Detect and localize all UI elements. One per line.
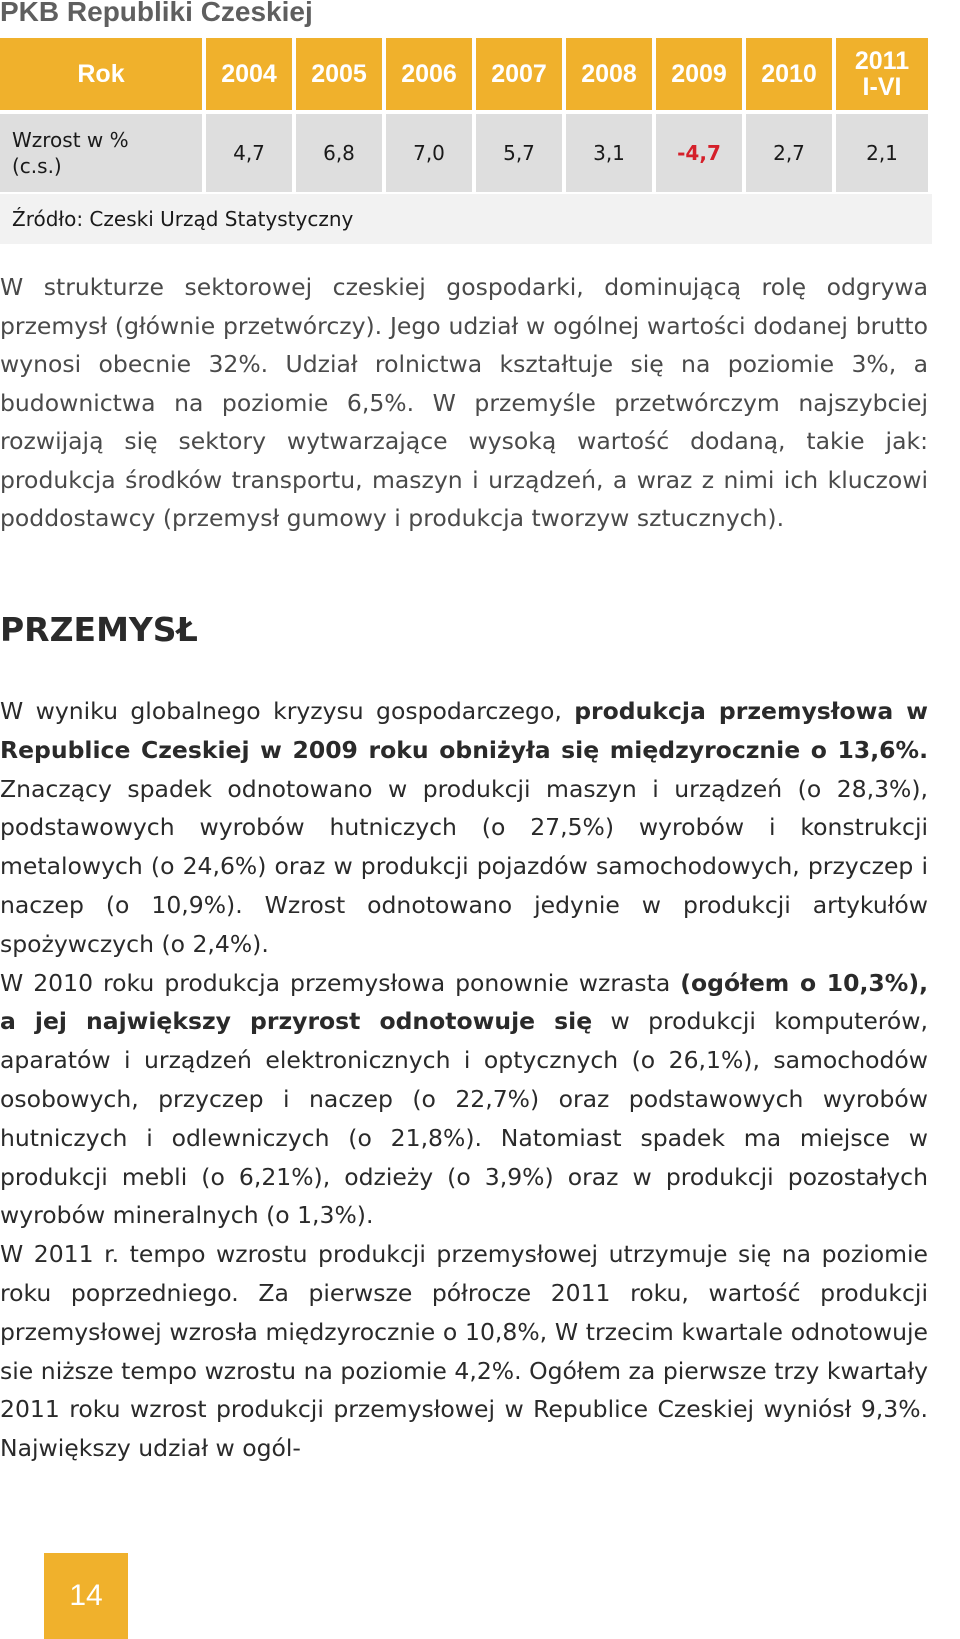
- header-year: 2009: [656, 38, 742, 114]
- header-year-2011-line1: 2011: [854, 46, 910, 75]
- header-year: 2007: [476, 38, 562, 114]
- row-label-line2: (c.s.): [12, 154, 62, 178]
- row-label-line1: Wzrost w %: [12, 128, 129, 152]
- header-year: 2005: [296, 38, 382, 114]
- text-run: W 2010 roku produkcja przemysłowa ponownie wzrasta: [0, 968, 681, 997]
- header-year: 2004: [206, 38, 292, 114]
- text-run: W 2011 r. tempo wzrostu produkcji przemysłowej utrzymuje się na poziomie roku poprzedniego. Za pierwsze półrocze 2011 roku, wartość produkcji przemysłowej wzrosła międzyrocznie o 10,8%, W trzecim kwartale odnotowuje sie niższe tempo wzrostu na poziomie 4,2%. Ogółem za pierwsze trzy kwartały 2011 roku wzrost produkcji przemysłowej w Republice Czeskiej wyniósł 9,3%. Największy udział w ogól-: [0, 1240, 928, 1463]
- row-label-growth: [0, 114, 202, 192]
- header-year: 2010: [746, 38, 832, 114]
- bold-text-run: (ogółem o 10,3%), a jej największy przyrost odnotowuje się: [0, 968, 928, 1036]
- page-title: PKB Republiki Czeskiej: [0, 0, 313, 27]
- table-cell: 2,7: [746, 114, 832, 192]
- table-cell: 2,1: [836, 114, 928, 192]
- table-header-row: [0, 38, 928, 114]
- paragraph-industry: [0, 692, 928, 1468]
- table-source-note: Źródło: Czeski Urząd Statystyczny: [0, 194, 932, 244]
- paragraph-intro: W strukturze sektorowej czeskiej gospodarki, dominującą rolę odgrywa przemysł (głównie przetwórczy). Jego udział w ogólnej wartości dodanej brutto wynosi obecnie 32%. Udział rolnictwa kształtuje się na poziomie 3%, a budownictwa na poziomie 6,5%. W przemyśle przetwórczym najszybciej rozwijają się sektory wytwarzające wysoką wartość dodaną, takie jak: produkcja środków transportu, maszyn i urządzeń, a wraz z nimi ich kluczowi poddostawcy (przemysł gumowy i produkcja tworzyw sztucznych).: [0, 273, 928, 532]
- section-heading: PRZEMYSŁ: [0, 610, 198, 649]
- table-row: [0, 114, 928, 192]
- page-number: 14: [44, 1553, 128, 1639]
- table-cell: 6,8: [296, 114, 382, 192]
- bold-text-run: produkcja przemysłowa w Republice Czeskiej w 2009 roku obniżyła się międzyrocznie o 13,6%.: [0, 697, 929, 764]
- table-cell: 4,7: [206, 114, 292, 192]
- table-cell-negative: -4,7: [656, 114, 742, 192]
- header-year-2011: [836, 38, 928, 114]
- gdp-table: [0, 38, 932, 192]
- text-run: w produkcji komputerów, aparatów i urządzeń elektronicznych i optycznych (o 26,1%), samochodów osobowych, przyczep i naczep (o 22,7%) oraz podstawowych wyrobów hutniczych i odlewniczych (o 21,8%). Natomiast spadek ma miejsce w produkcji mebli (o 6,21%), odzieży (o 3,9%) oraz w produkcji pozostałych wyrobów mineralnych (o 1,3%).: [0, 1007, 928, 1230]
- table-cell: 3,1: [566, 114, 652, 192]
- text-run: W wyniku globalnego kryzysu gospodarczego,: [0, 697, 575, 725]
- table-cell: 7,0: [386, 114, 472, 192]
- table-cell: 5,7: [476, 114, 562, 192]
- header-year: 2006: [386, 38, 472, 114]
- header-year-2011-line2: I-VI: [862, 73, 902, 101]
- text-run: Znaczący spadek odnotowano w produkcji maszyn i urządzeń (o 28,3%), podstawowych wyrobów hutniczych (o 27,5%) wyrobów i konstrukcji metalowych (o 24,6%) oraz w produkcji pojazdów samochodowych, przyczep i naczep (o 10,9%). Wzrost odnotowano jedynie w produkcji artykułów spożywczych (o 2,4%).: [0, 774, 928, 958]
- header-year-label: Rok: [0, 38, 202, 114]
- header-year: 2008: [566, 38, 652, 114]
